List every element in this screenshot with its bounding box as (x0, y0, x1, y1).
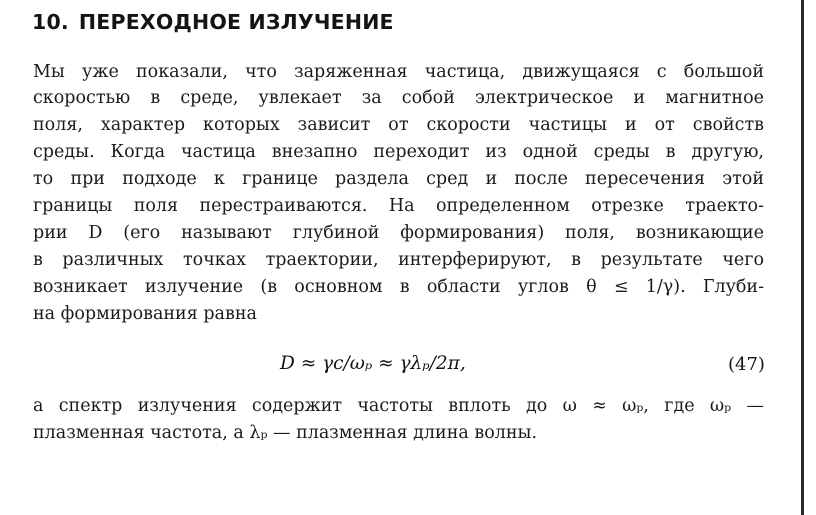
text-line: среды. Когда частица внезапно переходит из одной среды в другую, (33, 142, 764, 162)
equation-formula: D ≈ γc/ωₚ ≈ γλₚ/2π, (280, 353, 466, 374)
text-line: в различных точках траектории, интерферируют, в результате чего (33, 250, 764, 270)
text-line: на формирования равна (33, 304, 257, 324)
section-heading (32, 10, 394, 34)
section-number: 10. (32, 10, 69, 34)
text-line: поля, характер которых зависит от скорости частицы и от свойств (33, 115, 764, 135)
equation-number: (47) (728, 354, 765, 375)
text-line: а спектр излучения содержит частоты вплоть до ω ≈ ωₚ, где ωₚ — (33, 396, 764, 416)
text-line: рии D (его называют глубиной формирования) поля, возникающие (33, 223, 764, 243)
text-line: плазменная частота, а λₚ — плазменная длина волны. (33, 423, 538, 443)
text-line: скоростью в среде, увлекает за собой электрическое и магнитное (33, 88, 764, 108)
text-line: то при подходе к границе раздела сред и после пересечения этой (33, 169, 764, 189)
page-edge-rule (801, 0, 804, 515)
text-line: границы поля перестраиваются. На определенном отрезке траекто- (33, 196, 764, 216)
section-title: ПЕРЕХОДНОЕ ИЗЛУЧЕНИЕ (78, 10, 394, 34)
text-line: возникает излучение (в основном в области углов θ ≤ 1/γ). Глуби- (33, 277, 764, 297)
text-line: Мы уже показали, что заряженная частица, движущаяся с большой (33, 62, 764, 82)
